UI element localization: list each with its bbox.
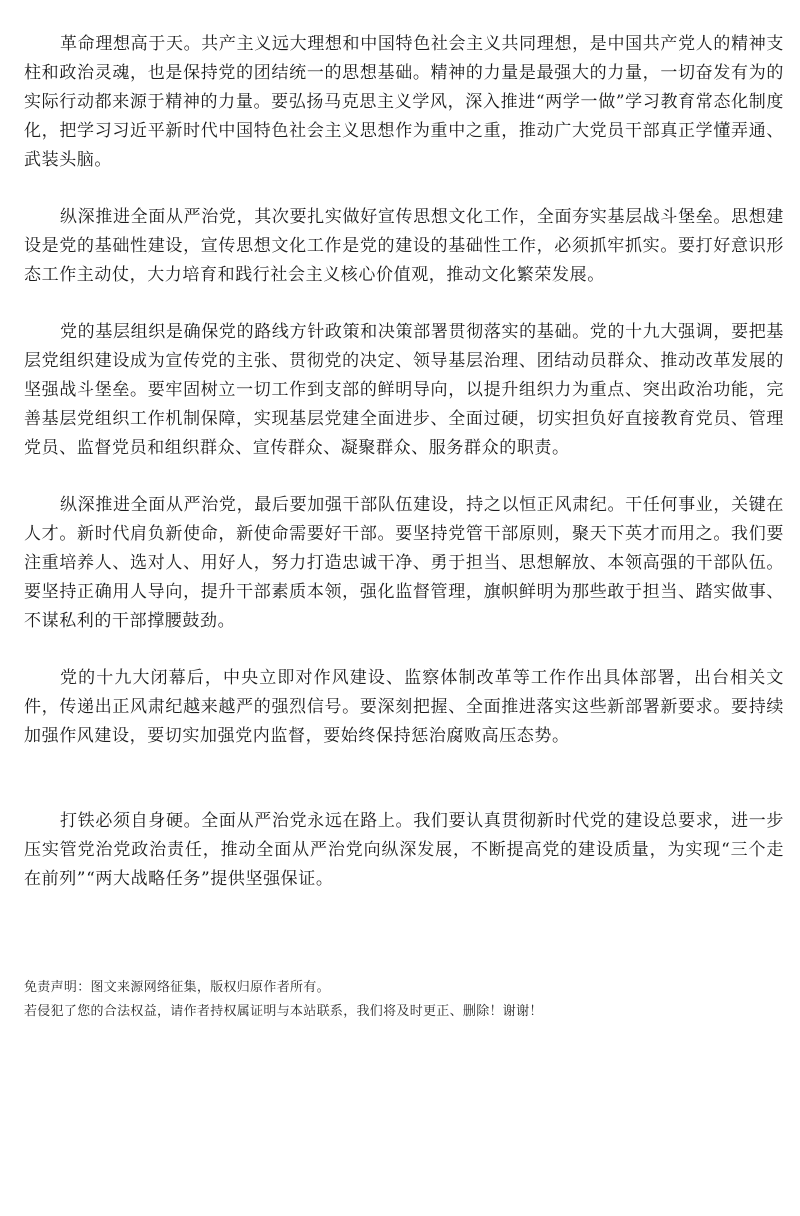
article-body bbox=[24, 30, 784, 894]
disclaimer-line-1: 免责声明：图文来源网络征集，版权归原作者所有。 bbox=[24, 980, 330, 995]
paragraph-5: 党的十九大闭幕后，中央立即对作风建设、监察体制改革等工作作出具体部署，出台相关文件，传递出正风肃纪越来越严的强烈信号。要深刻把握、全面推进落实这些新部署新要求。要持续加强作风建设，要切实加强党内监督，要始终保持惩治腐败高压态势。 bbox=[24, 668, 784, 746]
paragraph-4: 纵深推进全面从严治党，最后要加强干部队伍建设，持之以恒正风肃纪。干任何事业，关键在人才。新时代肩负新使命，新使命需要好干部。要坚持党管干部原则，聚天下英才而用之。我们要注重培养人、选对人、用好人，努力打造忠诚干净、勇于担当、思想解放、本领高强的干部队伍。要坚持正确用人导向，提升干部素质本领，强化监督管理，旗帜鲜明为那些敢于担当、踏实做事、不谋私利的干部撑腰鼓劲。 bbox=[24, 495, 784, 631]
paragraph-2: 纵深推进全面从严治党，其次要扎实做好宣传思想文化工作，全面夯实基层战斗堡垒。思想建设是党的基础性建设，宣传思想文化工作是党的建设的基础性工作，必须抓牢抓实。要打好意识形态工作主动仗，大力培育和践行社会主义核心价值观，推动文化繁荣发展。 bbox=[24, 207, 784, 285]
disclaimer-line-2: 若侵犯了您的合法权益，请作者持权属证明与本站联系，我们将及时更正、删除！谢谢！ bbox=[24, 1004, 543, 1019]
disclaimer bbox=[24, 976, 784, 1024]
paragraph-3: 党的基层组织是确保党的路线方针政策和决策部署贯彻落实的基础。党的十九大强调，要把基层党组织建设成为宣传党的主张、贯彻党的决定、领导基层治理、团结动员群众、推动改革发展的坚强战斗堡垒。要牢固树立一切工作到支部的鲜明导向，以提升组织力为重点、突出政治功能，完善基层党组织工作机制保障，实现基层党建全面进步、全面过硬，切实担负好直接教育党员、管理党员、监督党员和组织群众、宣传群众、凝聚群众、服务群众的职责。 bbox=[24, 322, 784, 458]
paragraph-1: 革命理想高于天。共产主义远大理想和中国特色社会主义共同理想，是中国共产党人的精神支柱和政治灵魂，也是保持党的团结统一的思想基础。精神的力量是最强大的力量，一切奋发有为的实际行动都来源于精神的力量。要弘扬马克思主义学风，深入推进“两学一做”学习教育常态化制度化，把学习习近平新时代中国特色社会主义思想作为重中之重，推动广大党员干部真正学懂弄通、武装头脑。 bbox=[24, 34, 784, 170]
paragraph-6: 打铁必须自身硬。全面从严治党永远在路上。我们要认真贯彻新时代党的建设总要求，进一步压实管党治党政治责任，推动全面从严治党向纵深发展，不断提高党的建设质量，为实现“三个走在前列”“两大战略任务”提供坚强保证。 bbox=[24, 811, 784, 889]
